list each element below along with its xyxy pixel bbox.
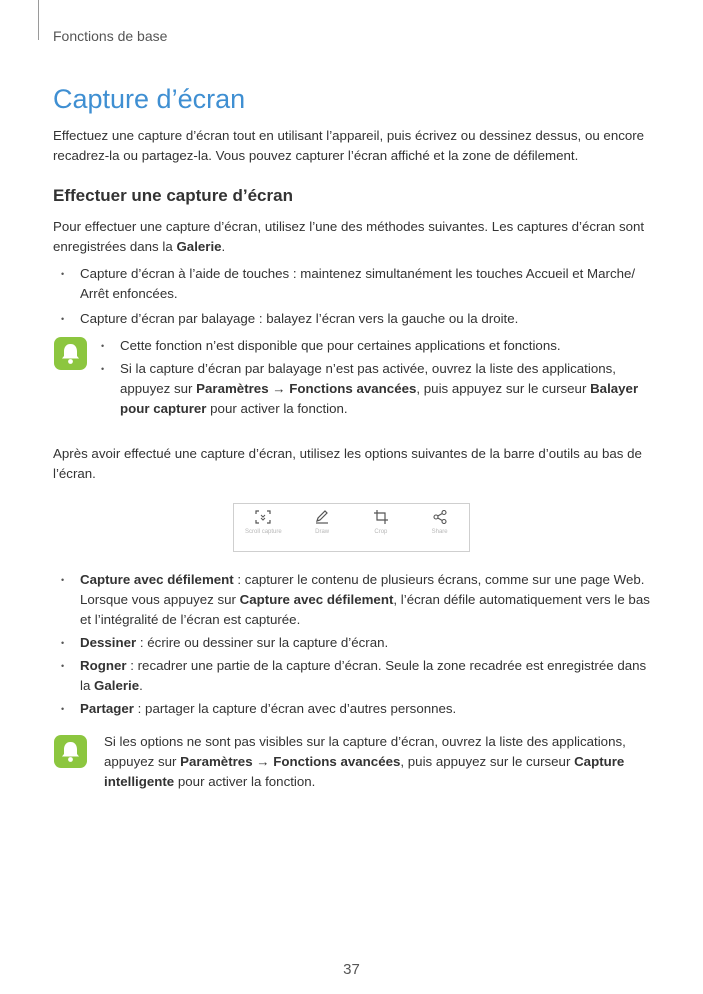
header-rule [38, 0, 39, 40]
bell-note-icon [54, 337, 87, 370]
intro-paragraph: Effectuez une capture d’écran tout en utilisant l’appareil, puis écrivez ou dessinez dessus, ou encore recadrez-la ou partagez-la. Vous pouvez capturer l’écran affiché et la zone de défilement. [53, 128, 645, 163]
section-label: Fonctions de base [53, 28, 168, 44]
list-item: • Si la capture d’écran par balayage n’est pas activée, ouvrez la liste des applications, appuyez sur Paramètres → Fonctions avancées, puis appuyez sur le curseur Balayer pour capturer pour activer la fonction. [93, 359, 653, 419]
draw-tool [293, 504, 352, 551]
scroll-capture-icon [255, 510, 271, 524]
crop-icon [373, 510, 389, 524]
methods-intro: Pour effectuer une capture d’écran, utilisez l’une des méthodes suivantes. Les captures d’écran sont enregistrées dans la Galerie. [53, 219, 645, 254]
toolbar-image [233, 503, 470, 552]
crop-tool [352, 504, 411, 551]
note2-paragraph: Si les options ne sont pas visibles sur la capture d’écran, ouvrez la liste des applications, appuyez sur Paramètres → Fonctions avancées, puis appuyez sur le curseur Capture intelligente pour activer la fonction. [104, 734, 626, 789]
after-paragraph: Après avoir effectué une capture d’écran, utilisez les options suivantes de la barre d’outils au bas de l’écran. [53, 446, 642, 481]
share-icon [432, 510, 448, 524]
page-number: 37 [343, 961, 360, 978]
tool-label: Share [431, 529, 448, 535]
share-tool [410, 504, 469, 551]
subheading: Effectuer une capture d’écran [53, 186, 293, 205]
list-item: • Dessiner : écrire ou dessiner sur la capture d’écran. [53, 633, 653, 653]
scroll-capture-tool [234, 504, 293, 551]
list-item: • Cette fonction n’est disponible que pour certaines applications et fonctions. [93, 336, 653, 356]
pen-icon [314, 510, 330, 524]
list-item: • Partager : partager la capture d’écran avec d’autres personnes. [53, 699, 653, 719]
list-item: • Capture d’écran par balayage : balayez l’écran vers la gauche ou la droite. [53, 309, 653, 329]
tool-label: Crop [374, 529, 388, 535]
methods-list [53, 264, 653, 332]
note1-list [93, 336, 653, 422]
list-item: • Capture avec défilement : capturer le contenu de plusieurs écrans, comme sur une page Web. Lorsque vous appuyez sur Capture avec défilement, l’écran défile automatiquement vers le bas et l’intégralité de l’écran est capturée. [53, 570, 653, 630]
page-title: Capture d’écran [53, 84, 246, 114]
tool-label: Draw [315, 529, 330, 535]
list-item: • Rogner : recadrer une partie de la capture d’écran. Seule la zone recadrée est enregistrée dans la Galerie. [53, 656, 653, 696]
list-item: • Capture d’écran à l’aide de touches : maintenez simultanément les touches Accueil et Marche/ Arrêt enfoncées. [53, 264, 653, 304]
bell-note-icon [54, 735, 87, 768]
options-list [53, 570, 653, 722]
tool-label: Scroll capture [245, 529, 282, 535]
